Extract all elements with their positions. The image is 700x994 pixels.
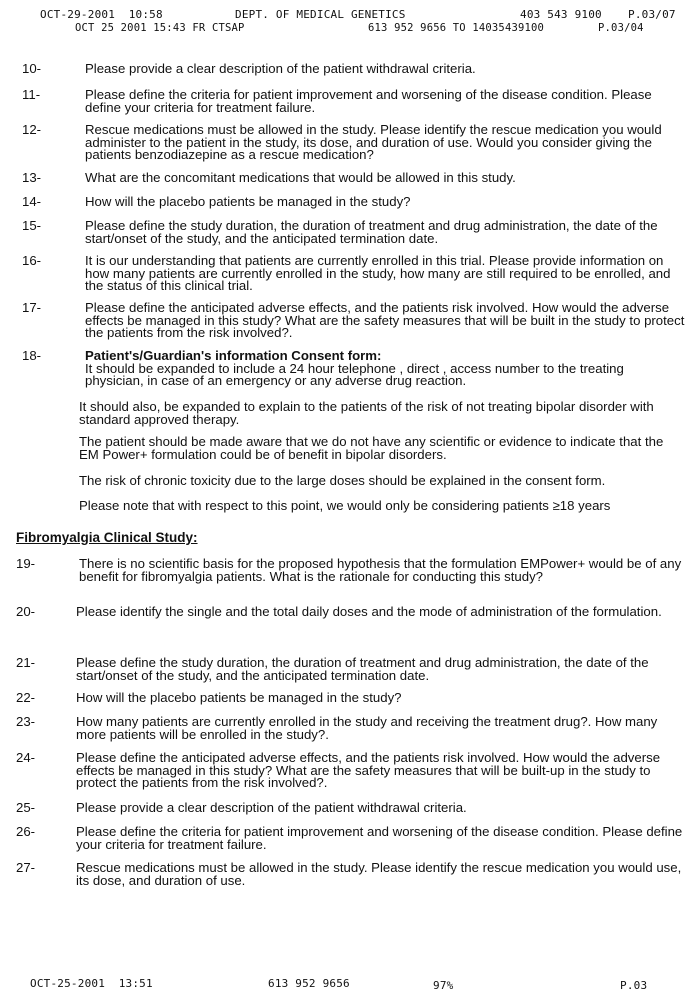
question-text: Rescue medications must be allowed in the study. Please identify the rescue medication you would administer to the patient in the study, its dose, and duration of use. Would you consider giving the patients benzodiazepine as a rescue medication?: [85, 122, 662, 162]
question-number: 13-: [22, 170, 42, 185]
question-number: 25-: [16, 800, 36, 815]
fax-header-1-dept: DEPT. OF MEDICAL GENETICS: [235, 8, 406, 21]
question-number: 12-: [22, 122, 42, 137]
consent-paragraph: It should be expanded to include a 24 hour telephone , direct , access number to the treating physician, in case of an emergency or any adverse drug reaction.: [85, 360, 624, 388]
question-text: Please define the criteria for patient improvement and worsening of the disease condition. Please define your criteria for treatment failure.: [76, 824, 683, 852]
fax-header-2-page: P.03/04: [598, 22, 644, 34]
question-number: 14-: [22, 194, 42, 209]
question-number: 17-: [22, 300, 42, 315]
fax-header-2-datetime: OCT 25 2001 15:43 FR CTSAP: [75, 22, 245, 34]
fax-footer-page: P.03: [620, 979, 648, 992]
question-text: Please define the anticipated adverse effects, and the patients risk involved. How would the adverse effects be managed in this study? What are the safety measures that will be built-up in the study to protect the patients from the risk involved?.: [76, 750, 661, 790]
consent-paragraph: The risk of chronic toxicity due to the large doses should be explained in the consent form.: [79, 473, 606, 488]
consent-block: [85, 350, 686, 388]
question-number: 15-: [22, 218, 42, 233]
fax-footer-datetime: OCT-25-2001 13:51: [30, 977, 153, 990]
question-number: 19-: [16, 556, 36, 571]
question-number: 18-: [22, 348, 42, 363]
question-number: 20-: [16, 604, 36, 619]
fax-footer-phone: 613 952 9656: [268, 977, 350, 990]
question-text: Please define the criteria for patient improvement and worsening of the disease condition. Please define your criteria for treatment failure.: [85, 87, 652, 115]
fax-footer-percent: 97%: [433, 979, 454, 992]
question-text: There is no scientific basis for the proposed hypothesis that the formulation EMPower+ would be of any benefit for fibromyalgia patients. What is the rationale for conducting this study?: [79, 556, 682, 584]
consent-paragraph: It should also, be expanded to explain to the patients of the risk of not treating bipolar disorder with standard approved therapy.: [79, 399, 654, 427]
consent-paragraph: Please note that with respect to this point, we would only be considering patients ≥18 years: [79, 498, 611, 513]
consent-heading: Patient's/Guardian's information Consent form:: [85, 348, 382, 363]
question-number: 10-: [22, 61, 42, 76]
question-text: Rescue medications must be allowed in the study. Please identify the rescue medication you would use, its dose, and duration of use.: [76, 860, 682, 888]
question-number: 27-: [16, 860, 36, 875]
section-title: Fibromyalgia Clinical Study:: [16, 530, 198, 545]
fax-header-2-route: 613 952 9656 TO 14035439100: [368, 22, 545, 34]
question-text: Please define the anticipated adverse effects, and the patients risk involved. How would the adverse effects be managed in this study? What are the safety measures that will be built in the study to protect the patients from the risk involved?.: [85, 300, 685, 340]
question-text: Please provide a clear description of the patient withdrawal criteria.: [76, 800, 467, 815]
question-text: Please define the study duration, the duration of treatment and drug administration, the date of the start/onset of the study, and the anticipated termination date.: [76, 655, 649, 683]
question-text: It is our understanding that patients are currently enrolled in this trial. Please provide information on how many patients are currently enrolled in the study, how many are still required to be enrolled, and the status of this clinical trial.: [85, 253, 671, 293]
question-number: 22-: [16, 690, 36, 705]
question-text: How many patients are currently enrolled in the study and receiving the treatment drug?. How many more patients will be enrolled in the study?.: [76, 714, 658, 742]
question-number: 24-: [16, 750, 36, 765]
fax-header-1-phone: 403 543 9100: [520, 8, 602, 21]
fax-header-1-page: P.03/07: [628, 8, 676, 21]
question-text: How will the placebo patients be managed in the study?: [76, 690, 402, 705]
question-number: 26-: [16, 824, 36, 839]
question-number: 21-: [16, 655, 36, 670]
question-text: Please provide a clear description of the patient withdrawal criteria.: [85, 61, 476, 76]
question-text: How will the placebo patients be managed in the study?: [85, 194, 411, 209]
question-number: 11-: [22, 87, 41, 102]
question-text: What are the concomitant medications that would be allowed in this study.: [85, 170, 516, 185]
question-text: Please define the study duration, the duration of treatment and drug administration, the date of the start/onset of the study, and the anticipated termination date.: [85, 218, 658, 246]
question-text: Please identify the single and the total daily doses and the mode of administration of the formulation.: [76, 604, 662, 619]
question-number: 23-: [16, 714, 36, 729]
consent-paragraph: The patient should be made aware that we do not have any scientific or evidence to indicate that the EM Power+ formulation could be of benefit in bipolar disorders.: [79, 434, 664, 462]
question-number: 16-: [22, 253, 42, 268]
fax-header-1-datetime: OCT-29-2001 10:58: [40, 8, 163, 21]
